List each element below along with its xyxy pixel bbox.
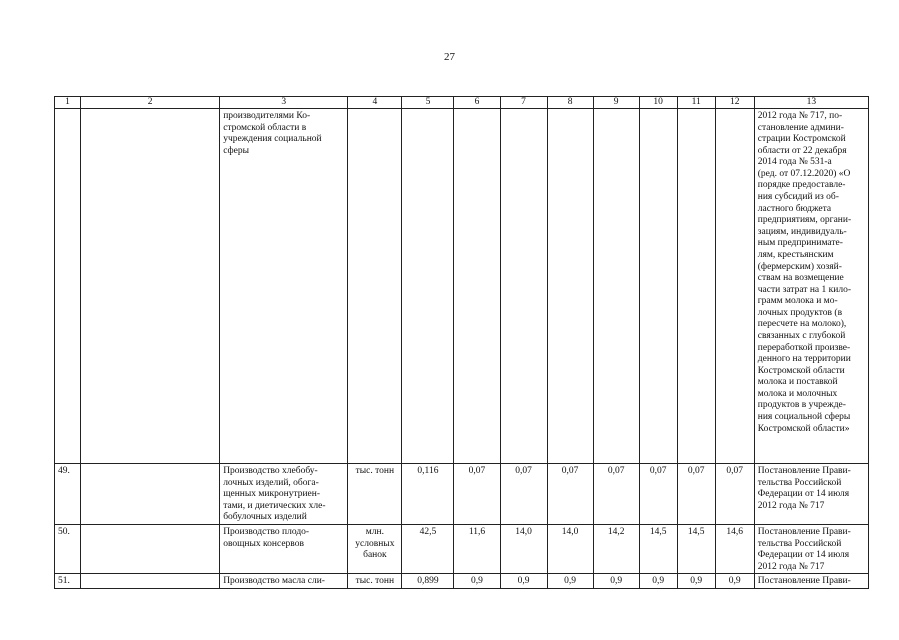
- value-cell: 0,07: [547, 464, 593, 525]
- value-cell: 0,9: [593, 574, 639, 589]
- value-cell: 14,6: [715, 525, 754, 574]
- header-cell: 4: [348, 97, 402, 109]
- value-cell: [402, 109, 454, 464]
- value-cell: 0,9: [639, 574, 677, 589]
- value-cell: 14,2: [593, 525, 639, 574]
- value-cell: [500, 109, 547, 464]
- table-row-continuation: [55, 109, 869, 464]
- value-cell: 0,899: [402, 574, 454, 589]
- value-cell: 42,5: [402, 525, 454, 574]
- header-cell: 6: [454, 97, 500, 109]
- value-cell: [639, 109, 677, 464]
- value-cell: 0,116: [402, 464, 454, 525]
- value-cell: 0,07: [715, 464, 754, 525]
- value-cell: [677, 109, 715, 464]
- legal-basis-cell: Постановление Прави- тельства Российской Федерации от 14 июля 2012 года № 717: [754, 525, 868, 574]
- header-cell: 11: [677, 97, 715, 109]
- value-cell: 0,07: [500, 464, 547, 525]
- row-number-cell: 49.: [55, 464, 81, 525]
- header-cell: 1: [55, 97, 81, 109]
- legal-basis-cell: Постановление Прави- тельства Российской Федерации от 14 июля 2012 года № 717: [754, 464, 868, 525]
- value-cell: 0,07: [593, 464, 639, 525]
- value-cell: 14,0: [500, 525, 547, 574]
- value-cell: [454, 109, 500, 464]
- legal-basis-cell: Постановление Прави-: [754, 574, 868, 589]
- legal-basis-cell: 2012 года № 717, по- становление админи- страции Костромской области от 22 декабря 2014 года № 531-а (ред. от 07.12.2020) «О порядке предоставле- ния субсидий из об- ластного бюджета предприятиям, органи- зациям, индивидуаль- ным предпринимате- лям, крестьянским (фермерским) хозяй- ствам на возмещение части затрат на 1 кило- грамм молока и мо- лочных продуктов (в пересчете на молоко), связанных с глубокой переработкой произве- денного на территории Костромской области молока и поставкой молока и молочных продуктов в учрежде- ния социальной сферы Костромской области»: [754, 109, 868, 464]
- value-cell: 0,9: [454, 574, 500, 589]
- program-cell: [81, 525, 220, 574]
- unit-cell: [348, 109, 402, 464]
- value-cell: 14,0: [547, 525, 593, 574]
- header-cell: 12: [715, 97, 754, 109]
- table-row: [55, 525, 869, 574]
- value-cell: [715, 109, 754, 464]
- program-cell: [81, 109, 220, 464]
- program-cell: [81, 464, 220, 525]
- header-cell: 3: [220, 97, 348, 109]
- table-row: [55, 464, 869, 525]
- header-cell: 10: [639, 97, 677, 109]
- header-cell: 9: [593, 97, 639, 109]
- header-cell: 2: [81, 97, 220, 109]
- header-cell: 8: [547, 97, 593, 109]
- page-number: 27: [444, 51, 455, 63]
- indicator-name-cell: производителями Ко- стромской области в учреждения социальной сферы: [220, 109, 348, 464]
- value-cell: 0,9: [547, 574, 593, 589]
- row-number-cell: 51.: [55, 574, 81, 589]
- table-row: [55, 574, 869, 589]
- value-cell: [593, 109, 639, 464]
- value-cell: [547, 109, 593, 464]
- header-row: [55, 97, 869, 109]
- value-cell: 11,6: [454, 525, 500, 574]
- indicators-table: [54, 96, 869, 589]
- row-number-cell: 50.: [55, 525, 81, 574]
- value-cell: 0,07: [677, 464, 715, 525]
- unit-cell: млн. условных банок: [348, 525, 402, 574]
- value-cell: 0,07: [454, 464, 500, 525]
- header-cell: 7: [500, 97, 547, 109]
- indicator-name-cell: Производство хлебобу- лочных изделий, обога- щенных микронутриен- тами, и диетических хле- бобулочных изделий: [220, 464, 348, 525]
- value-cell: 14,5: [639, 525, 677, 574]
- header-cell: 13: [754, 97, 868, 109]
- row-number-cell: [55, 109, 81, 464]
- value-cell: 0,9: [677, 574, 715, 589]
- value-cell: 0,07: [639, 464, 677, 525]
- value-cell: 14,5: [677, 525, 715, 574]
- unit-cell: тыс. тонн: [348, 464, 402, 525]
- indicator-name-cell: Производство плодо- овощных консервов: [220, 525, 348, 574]
- indicator-name-cell: Производство масла сли-: [220, 574, 348, 589]
- value-cell: 0,9: [500, 574, 547, 589]
- value-cell: 0,9: [715, 574, 754, 589]
- header-cell: 5: [402, 97, 454, 109]
- unit-cell: тыс. тонн: [348, 574, 402, 589]
- program-cell: [81, 574, 220, 589]
